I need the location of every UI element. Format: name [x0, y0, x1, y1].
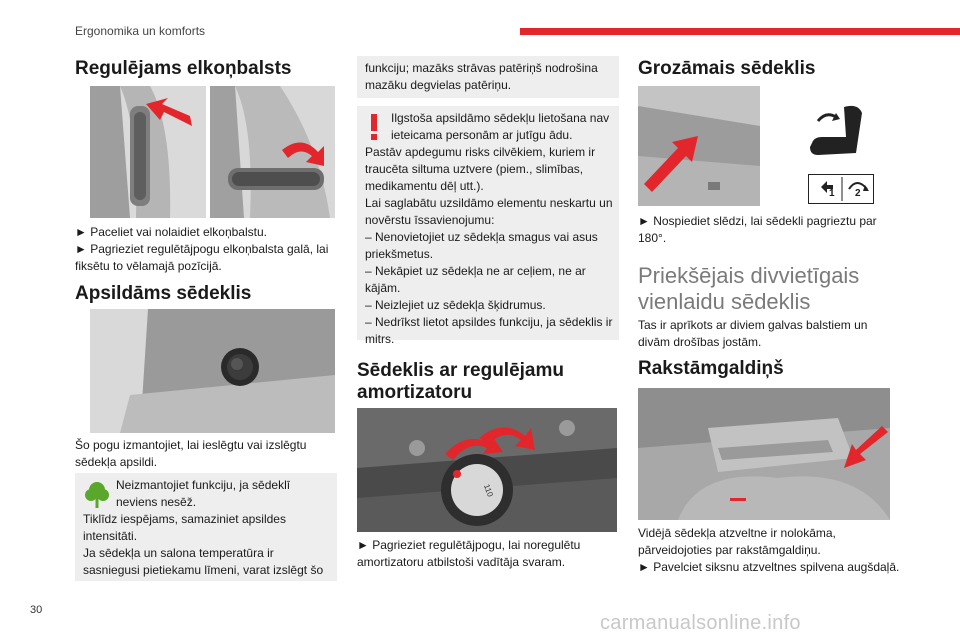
eco-note-continued-box [357, 56, 619, 98]
eco-note-line-3: Ja sēdekļa un salona temperatūra ir sasniegusi pietiekamu līmeni, varat izslēgt šo [83, 546, 324, 577]
desk-text-1: Vidējā sēdekļa atzveltne ir nolokāma, pārveidojoties par rakstāmgaldiņu. [638, 526, 836, 557]
eco-note-line-1: Neizmantojiet funkciju, ja sēdeklī neviens nesēž. [116, 478, 291, 509]
heated-seat-text: Šo pogu izmantojiet, lai ieslēgtu vai izslēgtu sēdekļa apsildi. [75, 438, 307, 469]
warning-line-1: Pastāv apdegumu risks cilvēkiem, kuriem ir traucēta siltuma uztvere (piem., slimības, medikamentu dēļ utt.). [365, 145, 596, 193]
eco-note-box [75, 473, 337, 581]
armrest-title: Regulējams elkoņbalsts [75, 58, 292, 79]
swivel-label-2: 2 [855, 188, 861, 199]
armrest-step-1: ► Paceliet vai nolaidiet elkoņbalstu. [75, 225, 267, 239]
warning-line-4: – Nekāpiet uz sēdekļa ne ar ceļiem, ne ar kājām. [365, 264, 586, 295]
warning-line-3: – Nenovietojiet uz sēdekļa smagus vai asus priekšmetus. [365, 230, 598, 261]
exclamation-icon [369, 114, 379, 140]
armrest-step-2: ► Pagrieziet regulētājpogu elkoņbalsta galā, lai fiksētu to vēlamajā pozīcijā. [75, 242, 329, 273]
desk-title: Rakstāmgaldiņš [638, 358, 784, 379]
swivel-seat-title: Grozāmais sēdeklis [638, 58, 816, 79]
swivel-seat-photo [638, 86, 760, 206]
accent-bar [520, 28, 960, 35]
swivel-seat-text: ► Nospiediet slēdzi, lai sēdekli pagrieztu par 180°. [638, 214, 877, 245]
leaf-icon [85, 481, 109, 509]
warning-line-6: – Nedrīkst lietot apsildes funkciju, ja sēdeklis ir mitrs. [365, 315, 613, 346]
bench-seat-text: Tas ir aprīkots ar diviem galvas balstiem un divām drošības jostām. [638, 318, 868, 349]
eco-note-continued: funkciju; mazāks strāvas patēriņš nodrošina mazāku degvielas patēriņu. [365, 61, 598, 92]
armrest-photo-raised [210, 86, 335, 218]
heated-seat-photo [90, 309, 335, 433]
warning-box [357, 106, 619, 346]
watermark: carmanualsonline.info [600, 612, 801, 634]
suspension-seat-title: Sēdeklis ar regulējamu amortizatoru [357, 360, 564, 403]
bench-seat-title: Priekšējais divvietīgais vienlaidu sēdeklis [638, 263, 860, 315]
swivel-control-icon [808, 174, 874, 204]
page-number: 30 [30, 604, 43, 616]
warning-line-2: Lai saglabātu uzsildāmo elementu neskartu un novērstu īssavienojumu: [365, 196, 613, 227]
eco-note-line-2: Tiklīdz iespējams, samaziniet apsildes intensitāti. [83, 512, 286, 543]
suspension-seat-text: ► Pagrieziet regulētājpogu, lai noregulētu amortizatoru atbilstoši vadītāja svaram. [357, 538, 581, 569]
knob-label: 110 [481, 482, 495, 499]
warning-intro: Ilgstoša apsildāmo sēdekļu lietošana nav ieteicama personām ar jutīgu ādu. [391, 111, 610, 142]
swivel-label-1: 1 [829, 188, 835, 199]
armrest-photo-lowered [90, 86, 206, 218]
desk-photo [638, 388, 890, 520]
heated-seat-title: Apsildāms sēdeklis [75, 283, 252, 304]
swivel-seat-icon [806, 103, 876, 171]
suspension-knob-photo [357, 408, 617, 532]
desk-text-2: ► Pavelciet siksnu atzveltnes spilvena augšdaļā. [638, 560, 900, 574]
chapter-header: Ergonomika un komforts [75, 24, 206, 38]
warning-line-5: – Neizlejiet uz sēdekļa šķidrumus. [365, 298, 546, 312]
